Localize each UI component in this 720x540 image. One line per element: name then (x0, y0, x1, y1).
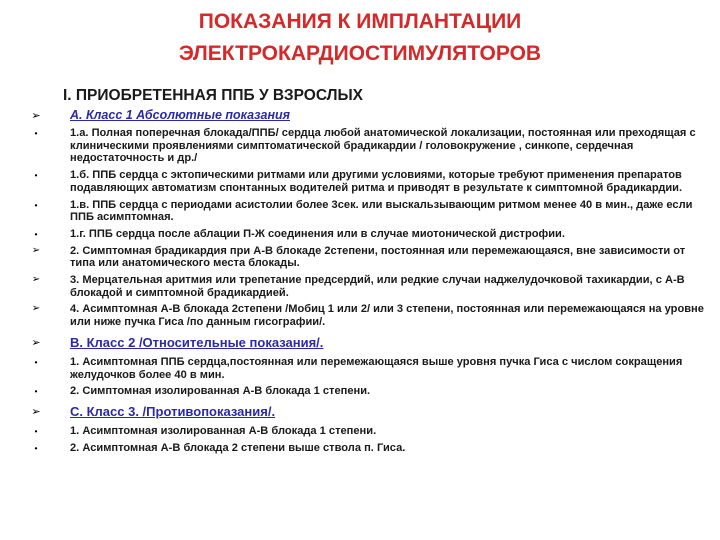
bullet-icon: • (34, 387, 38, 397)
section-subtitle: I. ПРИОБРЕТЕННАЯ ППБ У ВЗРОСЛЫХ (63, 87, 364, 104)
list-item-text: 2. Симптомная брадикардия при А-В блокаде 2степени, постоянная или перемежающаяся, вне зависимости от типа или анатомического места блокады. (70, 244, 686, 270)
arrow-bullet-icon: ➢ (31, 244, 41, 256)
bullet-icon: • (34, 443, 38, 453)
list-item (29, 199, 709, 224)
arrow-bullet-icon: ➢ (31, 274, 41, 286)
arrow-bullet-icon: ➢ (31, 110, 41, 122)
list-item-text: В. Класс 2 /Относительные показания/. (70, 334, 324, 350)
bullet-icon: • (34, 129, 38, 138)
list-item-text: 1.б. ППБ сердца с эктопическими ритмами или другими условиями, которые требуют применения препаратов подавляющих автоматизм спонтанных водителей ритма и приводят в результате к симптомной брадикардии. (70, 169, 683, 194)
list-item-text: 1.в. ППБ сердца с периодами асистолии более 3сек. или выскальзывающим ритмом менее 40 в мин., даже если ППБ асимптомная. (70, 198, 693, 224)
arrow-bullet-icon: ➢ (31, 405, 41, 418)
list-item (29, 356, 709, 381)
arrow-bullet-icon: ➢ (31, 303, 41, 315)
list-item (29, 169, 709, 194)
list-item-class-b (29, 335, 709, 350)
list-item-text: 1.а. Полная поперечная блокада/ППБ/ сердца любой анатомической локализации, постоянная или преходящая с клиническими проявлениями симптоматической брадикардии / головокружение , синкопе, сердечная недостаточность и др./ (70, 127, 696, 165)
list-item-text: 1. Асимптомная изолированная А-В блокада 1 степени. (70, 424, 377, 437)
list-item-text: 3. Мерцательная аритмия или трепетание предсердий, или редкие случаи наджелудочковой тахикардии, с А-В блокадой и симптомной брадикардией. (70, 274, 685, 299)
list-item (29, 442, 709, 455)
list-item (29, 274, 709, 299)
list-item-text: 2. Асимптомная А-В блокада 2 степени выше ствола п. Гиса. (70, 441, 406, 454)
list-item-text: 1.г. ППБ сердца после аблации П-Ж соединения или в случае миотонической дистрофии. (70, 227, 565, 240)
bullet-icon: • (34, 357, 38, 367)
bullet-icon: • (34, 171, 38, 181)
list-item (29, 245, 709, 270)
list-item-text: 2. Симптомная изолированная А-В блокада 1 степени. (70, 385, 371, 398)
list-item-text: 1. Асимптомная ППБ сердца,постоянная или перемежающаяся выше уровня пучка Гиса с числом сокращения желудочков более 40 в мин. (70, 355, 683, 381)
arrow-bullet-icon: ➢ (31, 336, 41, 349)
title-line-1: ПОКАЗАНИЯ К ИМПЛАНТАЦИИ (198, 10, 522, 33)
list-item-text: А. Класс 1 Абсолютные показания (70, 108, 291, 122)
list-item (29, 228, 709, 241)
slide-title (0, 6, 720, 70)
list-item (29, 385, 709, 398)
list-item (29, 303, 709, 328)
bullet-icon: • (34, 426, 38, 436)
indications-list (29, 108, 709, 454)
bullet-icon: • (34, 200, 38, 210)
list-item (29, 425, 709, 438)
list-item-class-a (29, 108, 709, 123)
list-item-text: С. Класс 3. /Противопоказания/. (70, 403, 276, 419)
bullet-icon: • (34, 229, 38, 239)
list-item-text: 4. Асимптомная А-В блокада 2степени /Мобиц 1 или 2/ или 3 степени, постоянная или перемежающаяся на уровне или ниже пучка Гиса /по данным гисографии/. (70, 303, 704, 329)
title-line-2: ЭЛЕКТРОКАРДИОСТИМУЛЯТОРОВ (178, 42, 542, 65)
list-item (29, 127, 709, 165)
list-item-class-c (29, 404, 709, 419)
